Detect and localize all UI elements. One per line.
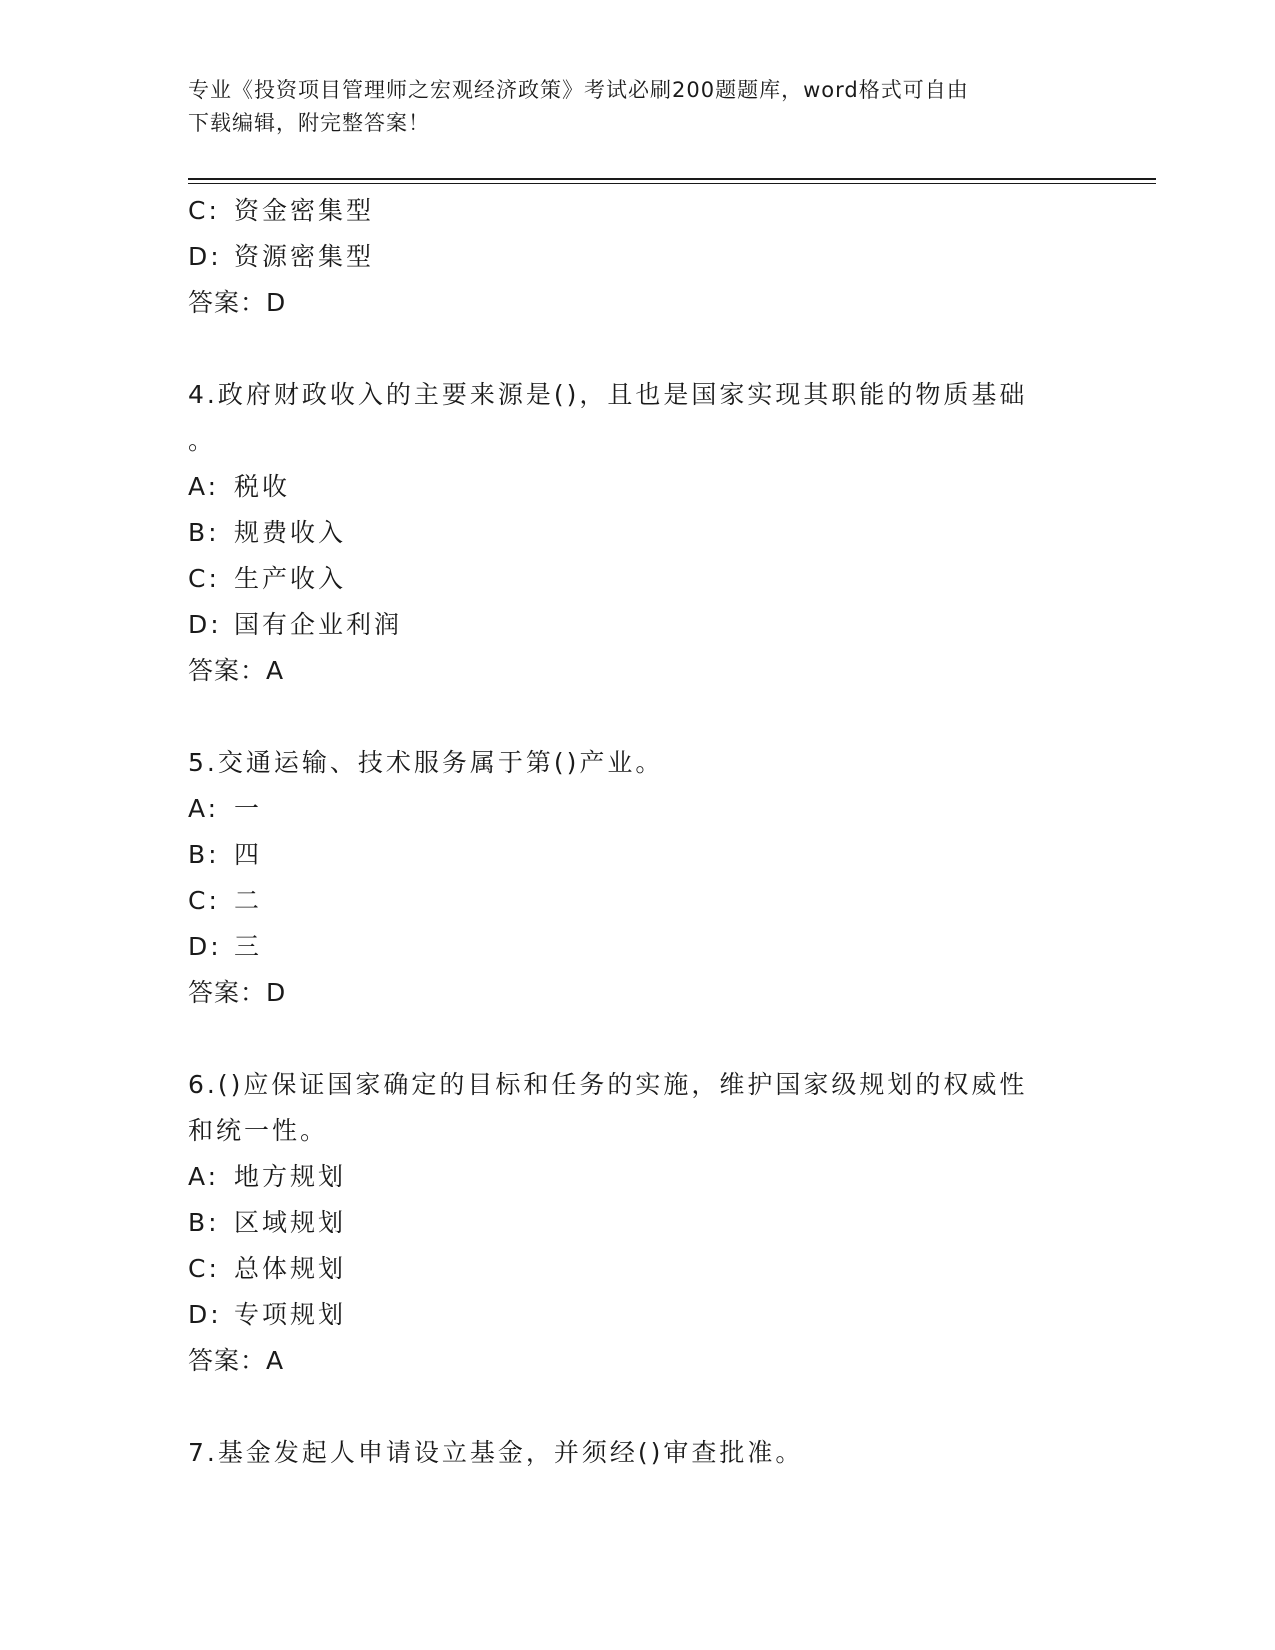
question-block-6: [188, 1062, 1068, 1384]
option-a: [188, 1154, 1068, 1200]
option-text: 区域规划: [234, 1208, 347, 1237]
question-block-7: [188, 1430, 1068, 1476]
option-key: D:: [188, 610, 222, 639]
option-key: D:: [188, 242, 222, 271]
option-c: [188, 1246, 1068, 1292]
option-d: [188, 924, 1068, 970]
header-title-line-1: 专业《投资项目管理师之宏观经济政策》考试必刷200题题库，word格式可自由: [188, 78, 969, 102]
option-text: 二: [234, 886, 263, 915]
option-key: D:: [188, 1300, 222, 1329]
option-key: C:: [188, 564, 220, 593]
option-key: B:: [188, 518, 220, 547]
header-title-line-2: 下载编辑，附完整答案！: [188, 111, 430, 135]
option-d: [188, 602, 1068, 648]
header-divider-thin: [188, 183, 1156, 184]
option-text: 地方规划: [234, 1162, 347, 1191]
question-list: [188, 188, 1068, 1476]
option-c: [188, 878, 1068, 924]
header-divider-thick: [188, 178, 1156, 180]
option-text: 专项规划: [234, 1300, 347, 1329]
question-text: 4.政府财政收入的主要来源是()，且也是国家实现其职能的物质基础: [188, 380, 1028, 409]
option-b: [188, 832, 1068, 878]
option-key: A:: [188, 1162, 220, 1191]
option-d: [188, 234, 1068, 280]
option-key: C:: [188, 196, 220, 225]
option-text: 资金密集型: [234, 196, 375, 225]
option-text: 资源密集型: [234, 242, 375, 271]
option-a: [188, 464, 1068, 510]
question-block-5: [188, 740, 1068, 1016]
question-text: 6.()应保证国家确定的目标和任务的实施，维护国家级规划的权威性: [188, 1070, 1028, 1099]
option-b: [188, 510, 1068, 556]
option-key: D:: [188, 932, 222, 961]
option-key: B:: [188, 840, 220, 869]
answer-line: 答案：D: [188, 978, 287, 1007]
option-text: 国有企业利润: [234, 610, 403, 639]
option-key: C:: [188, 886, 220, 915]
question-block-4: [188, 372, 1068, 694]
question-block-3-continued: [188, 188, 1068, 326]
question-text-continued: 。: [188, 426, 217, 455]
option-c: [188, 556, 1068, 602]
answer-line: 答案：D: [188, 288, 287, 317]
document-header: [188, 74, 1088, 140]
option-a: [188, 786, 1068, 832]
option-d: [188, 1292, 1068, 1338]
question-text-continued: 和统一性。: [188, 1116, 329, 1145]
answer-line: 答案：A: [188, 1346, 285, 1375]
question-text: 5.交通运输、技术服务属于第()产业。: [188, 748, 664, 777]
question-text: 7.基金发起人申请设立基金，并须经()审查批准。: [188, 1438, 804, 1467]
option-key: A:: [188, 794, 220, 823]
option-text: 生产收入: [234, 564, 347, 593]
option-c: [188, 188, 1068, 234]
option-text: 税收: [234, 472, 291, 501]
option-b: [188, 1200, 1068, 1246]
option-text: 四: [234, 840, 263, 869]
option-text: 规费收入: [234, 518, 347, 547]
answer-line: 答案：A: [188, 656, 285, 685]
option-text: 一: [234, 794, 263, 823]
option-key: A:: [188, 472, 220, 501]
option-key: C:: [188, 1254, 220, 1283]
option-key: B:: [188, 1208, 220, 1237]
option-text: 三: [234, 932, 263, 961]
option-text: 总体规划: [234, 1254, 347, 1283]
